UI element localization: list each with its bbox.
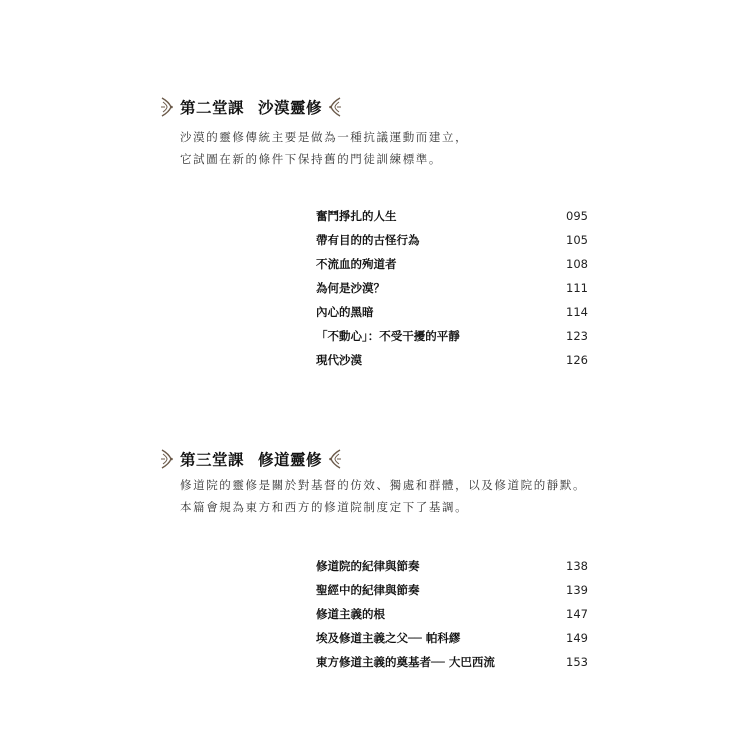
section-title xyxy=(180,96,322,118)
toc-entry-title: 修道主義的根 xyxy=(316,607,385,621)
toc-entry-page: 147 xyxy=(566,607,588,621)
description-line: 它試圖在新的條件下保持舊的門徒訓練標準。 xyxy=(180,152,442,166)
toc-entry[interactable] xyxy=(316,650,588,674)
toc-entry-title: 聖經中的紀律與節奏 xyxy=(316,583,420,597)
toc-entry-title: 東方修道主義的奠基者── 大巴西流 xyxy=(316,655,495,669)
ornament-right-icon xyxy=(328,448,342,470)
toc-entry-page: 138 xyxy=(566,559,588,573)
lesson-title: 沙漠靈修 xyxy=(258,98,323,117)
toc-entry-title: 「不動心」：不受干擾的平靜 xyxy=(316,329,460,343)
toc-entry[interactable] xyxy=(316,204,588,228)
toc-entry-page: 108 xyxy=(566,257,588,271)
ornament-left-icon xyxy=(160,96,174,118)
lesson-title: 修道靈修 xyxy=(258,450,323,469)
toc-entry[interactable] xyxy=(316,578,588,602)
description-line: 本篇會規為東方和西方的修道院制度定下了基調。 xyxy=(180,500,469,514)
toc-entry[interactable] xyxy=(316,554,588,578)
toc-entry-title: 內心的黑暗 xyxy=(316,305,374,319)
toc-entry-page: 149 xyxy=(566,631,588,645)
toc-entry-page: 139 xyxy=(566,583,588,597)
toc-list xyxy=(316,204,588,372)
toc-entry-page: 123 xyxy=(566,329,588,343)
ornament-left-icon xyxy=(160,448,174,470)
toc-entry[interactable] xyxy=(316,602,588,626)
toc-entry-title: 修道院的紀律與節奏 xyxy=(316,559,420,573)
description-line: 沙漠的靈修傳統主要是做為一種抗議運動而建立， xyxy=(180,130,469,144)
toc-entry-title: 奮鬥掙扎的人生 xyxy=(316,209,397,223)
section-description xyxy=(180,474,586,518)
toc-entry-page: 111 xyxy=(566,281,588,295)
toc-entry-title: 為何是沙漠？ xyxy=(316,281,385,295)
toc-entry-page: 126 xyxy=(566,353,588,367)
ornament-right-icon xyxy=(328,96,342,118)
toc-entry[interactable] xyxy=(316,348,588,372)
toc-list xyxy=(316,554,588,674)
toc-entry[interactable] xyxy=(316,300,588,324)
section-heading xyxy=(160,446,342,472)
toc-entry-title: 現代沙漠 xyxy=(316,353,362,367)
toc-entry[interactable] xyxy=(316,252,588,276)
toc-entry-page: 095 xyxy=(566,209,588,223)
toc-entry[interactable] xyxy=(316,626,588,650)
toc-entry[interactable] xyxy=(316,276,588,300)
toc-entry-page: 153 xyxy=(566,655,588,669)
section-description xyxy=(180,126,468,170)
lesson-number: 第三堂課 xyxy=(180,450,245,469)
toc-entry-page: 105 xyxy=(566,233,588,247)
toc-entry-page: 114 xyxy=(566,305,588,319)
toc-entry-title: 帶有目的的古怪行為 xyxy=(316,233,420,247)
toc-entry-title: 不流血的殉道者 xyxy=(316,257,397,271)
section-title xyxy=(180,448,322,470)
description-line: 修道院的靈修是關於對基督的仿效、獨處和群體，以及修道院的靜默。 xyxy=(180,478,587,492)
toc-entry-title: 埃及修道主義之父── 帕科繆 xyxy=(316,631,461,645)
toc-entry[interactable] xyxy=(316,324,588,348)
toc-entry[interactable] xyxy=(316,228,588,252)
lesson-number: 第二堂課 xyxy=(180,98,245,117)
section-heading xyxy=(160,94,342,120)
